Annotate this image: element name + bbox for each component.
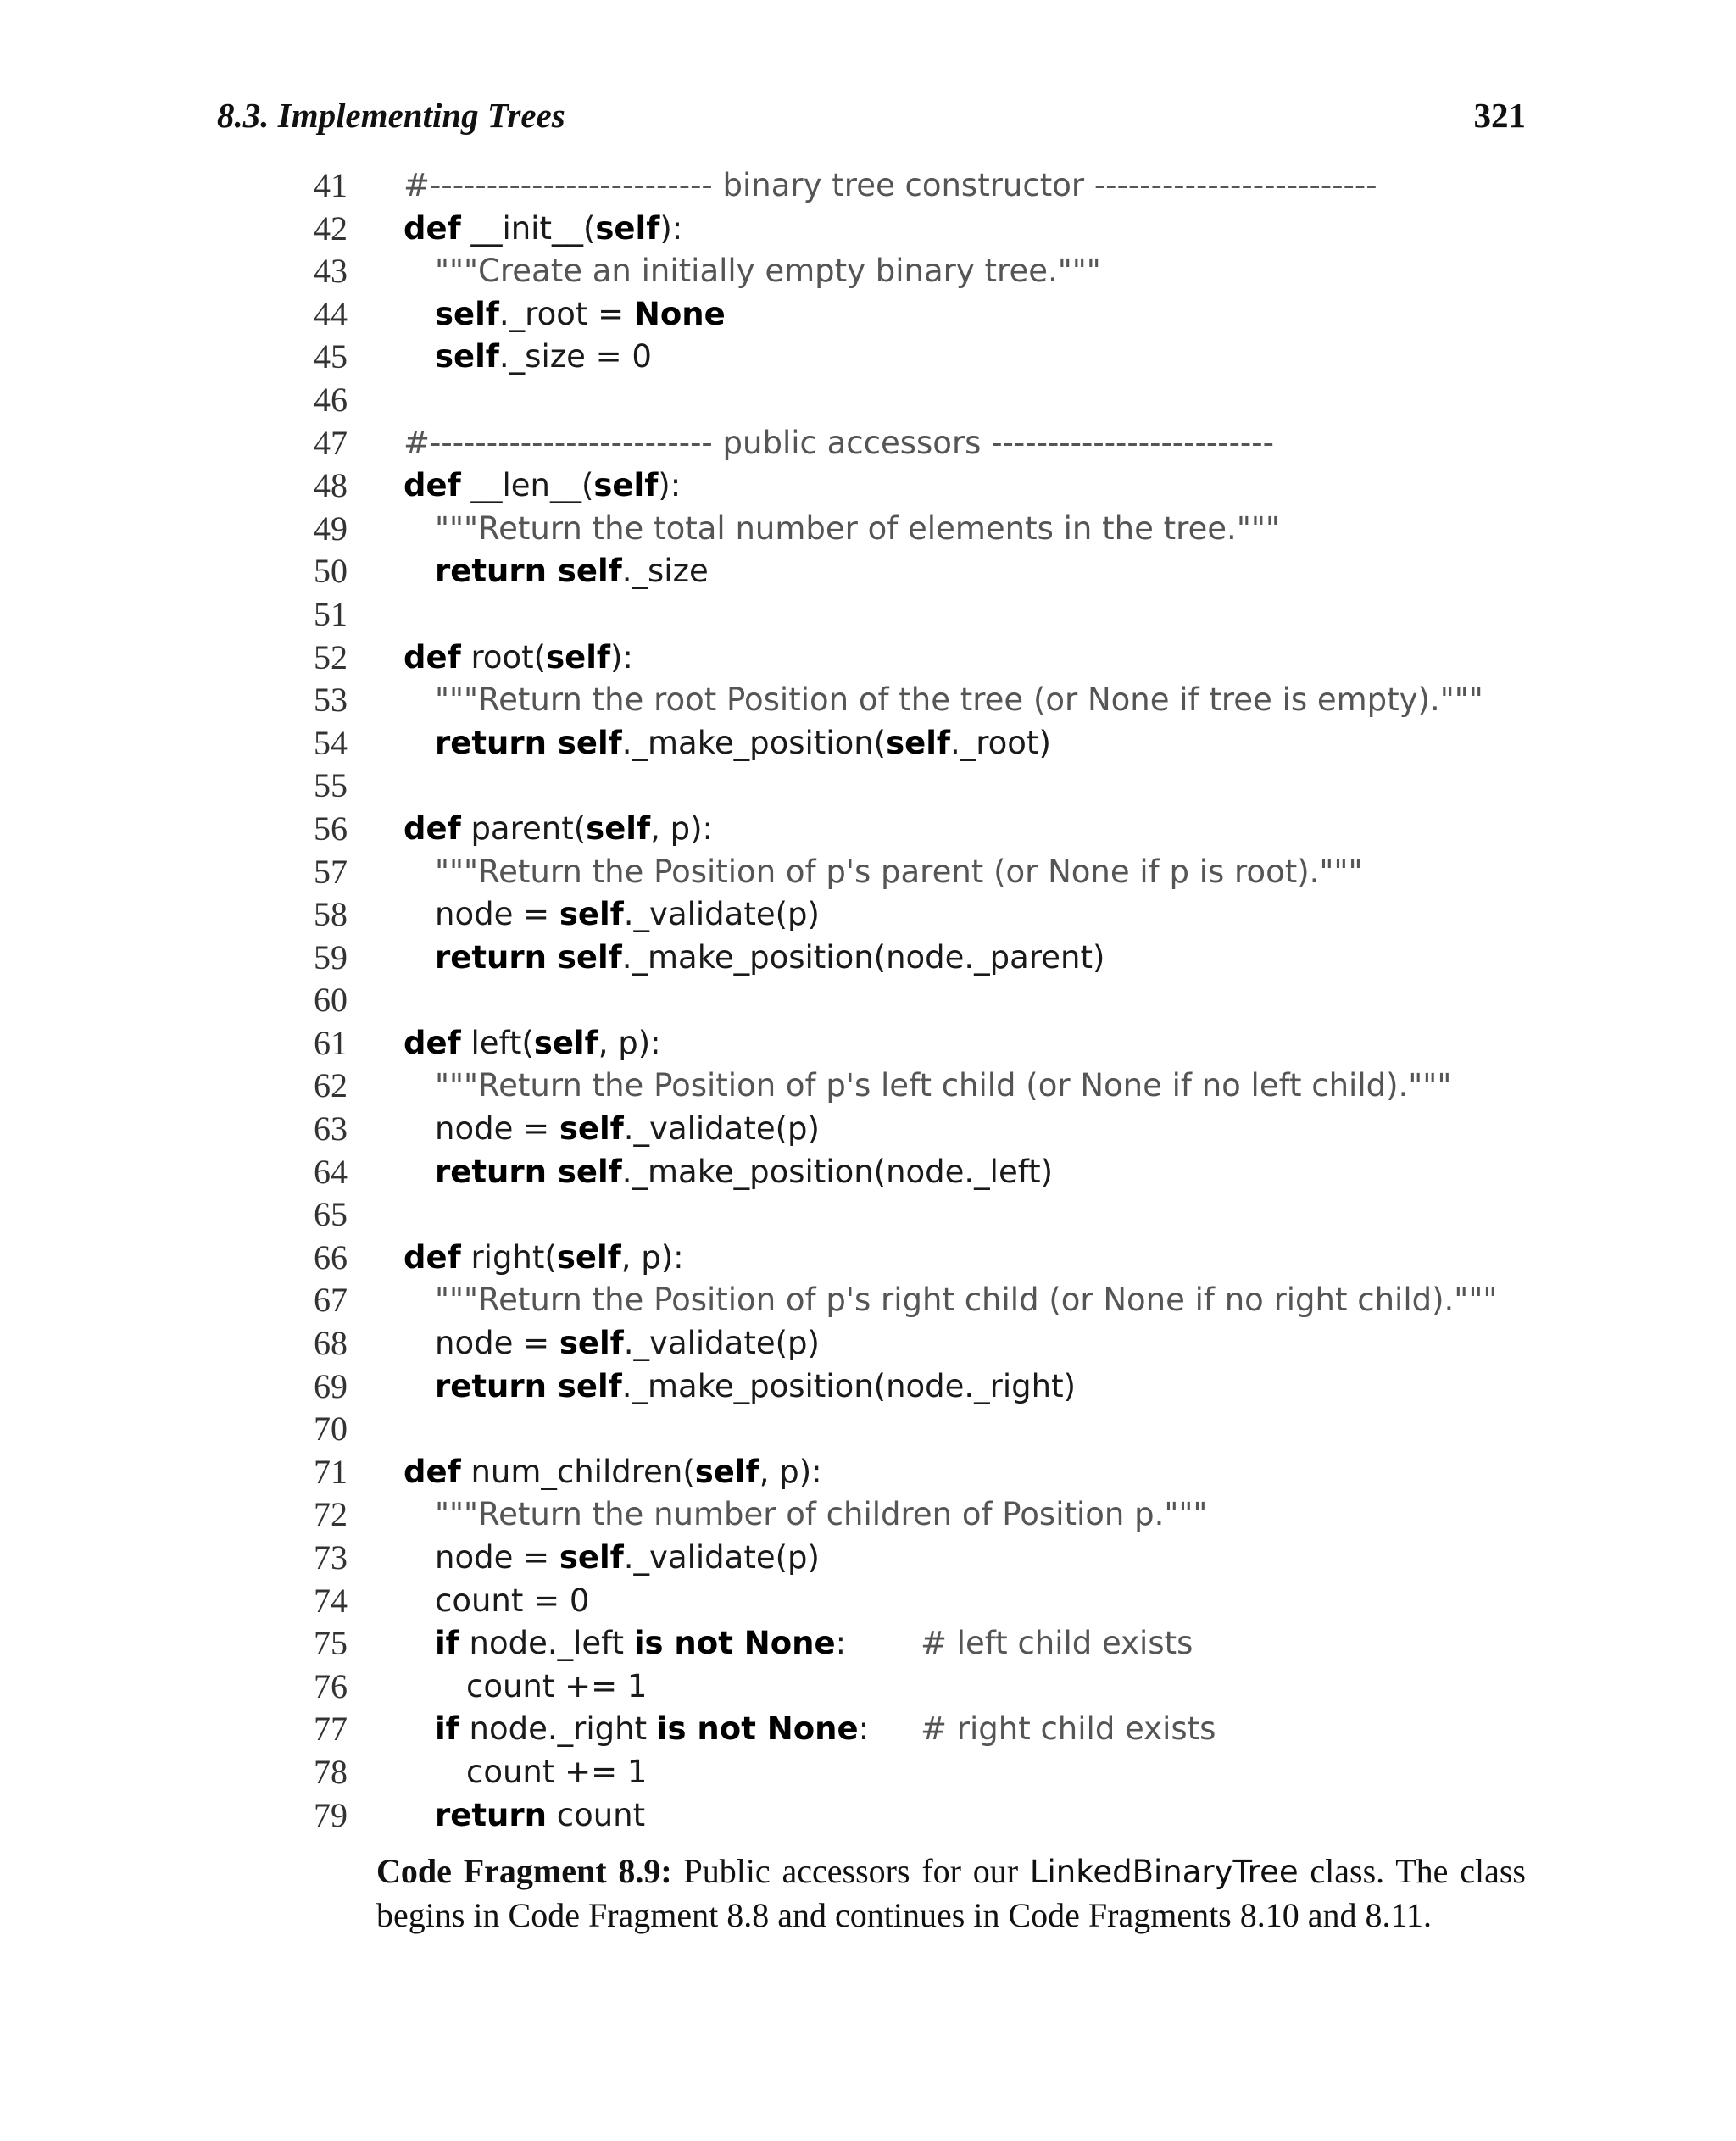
line-number: 46 — [314, 380, 348, 419]
line-number: 55 — [314, 766, 348, 805]
code-text — [435, 893, 820, 937]
code-keyword: self — [435, 295, 499, 332]
code-line — [280, 1493, 1551, 1537]
code-token: root( — [460, 638, 547, 676]
code-token: ._make_position(node._left) — [621, 1153, 1054, 1190]
code-token: ._validate(p) — [623, 1110, 820, 1148]
code-text — [435, 1322, 820, 1365]
code-token: node._left — [459, 1625, 634, 1662]
code-line — [280, 1065, 1551, 1108]
code-text — [403, 464, 681, 508]
code-keyword: def — [403, 1024, 461, 1061]
code-token: parent( — [460, 809, 587, 847]
code-text — [403, 164, 1377, 208]
code-line — [280, 1408, 1551, 1451]
code-keyword: return self — [435, 553, 622, 590]
code-token: right( — [460, 1238, 557, 1276]
code-comment: #------------------------- binary tree constructor ------------------------- — [403, 167, 1377, 203]
code-line — [280, 808, 1551, 851]
code-keyword: def — [403, 1453, 461, 1490]
code-line — [280, 1708, 1551, 1751]
caption-label: Code Fragment 8.9: — [376, 1852, 672, 1890]
figure-caption — [376, 1849, 1526, 1894]
line-number: 48 — [314, 466, 348, 505]
code-token: left( — [460, 1024, 534, 1061]
code-line — [280, 1666, 1551, 1709]
code-text — [435, 293, 726, 336]
line-number: 47 — [314, 423, 348, 462]
code-line — [280, 508, 1551, 551]
code-line — [280, 1151, 1551, 1194]
line-number: 74 — [314, 1581, 348, 1620]
line-number: 41 — [314, 166, 348, 204]
code-line — [280, 164, 1551, 208]
code-token: ._root) — [950, 724, 1051, 761]
line-number: 79 — [314, 1795, 348, 1834]
code-line — [280, 1622, 1551, 1666]
code-text — [435, 851, 1362, 894]
code-token: , p): — [598, 1024, 661, 1061]
code-line — [280, 979, 1551, 1022]
code-keyword: self — [886, 724, 950, 761]
code-token: node._right — [459, 1710, 657, 1748]
code-text — [435, 250, 1101, 293]
line-number: 45 — [314, 337, 348, 376]
code-text — [435, 722, 1051, 765]
code-token: node = — [435, 896, 559, 933]
code-text — [435, 1365, 1076, 1409]
line-number: 66 — [314, 1237, 348, 1276]
code-keyword: def — [403, 809, 461, 847]
code-line — [280, 550, 1551, 593]
code-token: ._make_position( — [621, 724, 887, 761]
code-token: ): — [659, 209, 683, 247]
code-text — [435, 1622, 846, 1666]
code-comment: #------------------------- public accessors ------------------------- — [403, 424, 1274, 461]
code-token: ): — [609, 638, 633, 676]
code-line — [280, 1451, 1551, 1494]
line-number: 49 — [314, 509, 348, 548]
code-keyword: return self — [435, 938, 622, 976]
code-token: count = 0 — [435, 1582, 590, 1619]
code-line — [280, 1751, 1551, 1794]
code-token: node = — [435, 1110, 559, 1148]
code-line — [280, 679, 1551, 722]
code-keyword: return self — [435, 1367, 622, 1404]
code-text — [435, 1279, 1497, 1322]
code-token: ._size = 0 — [498, 338, 652, 375]
code-token: num_children( — [460, 1453, 695, 1490]
code-text — [435, 1580, 589, 1623]
code-line — [280, 1794, 1551, 1838]
line-number: 53 — [314, 681, 348, 720]
code-line — [280, 336, 1551, 379]
code-token: __init__( — [460, 209, 596, 247]
code-line — [280, 893, 1551, 937]
code-comment: """Return the Position of p's left child (or None if no left child).""" — [435, 1067, 1452, 1104]
line-number: 70 — [314, 1410, 348, 1449]
code-keyword: self — [435, 338, 499, 375]
code-comment: """Return the Position of p's parent (or None if p is root).""" — [435, 853, 1363, 890]
code-text — [403, 637, 633, 680]
code-line — [280, 937, 1551, 980]
code-text — [466, 1751, 647, 1794]
code-text — [466, 1666, 647, 1709]
code-line — [280, 851, 1551, 894]
line-number: 62 — [314, 1066, 348, 1105]
caption-line-2: begins in Code Fragment 8.8 and continues in Code Fragments 8.10 and 8.11. — [376, 1896, 1433, 1934]
line-number: 72 — [314, 1495, 348, 1534]
code-keyword: if — [435, 1710, 459, 1748]
code-line — [280, 1580, 1551, 1623]
code-token: ): — [658, 467, 682, 504]
code-comment: """Return the number of children of Position p.""" — [435, 1496, 1208, 1533]
code-keyword: self — [546, 638, 610, 676]
code-line — [280, 464, 1551, 508]
code-token: , p): — [650, 809, 713, 847]
code-text — [435, 1108, 820, 1151]
line-number: 78 — [314, 1752, 348, 1791]
code-line — [280, 250, 1551, 293]
line-number: 73 — [314, 1538, 348, 1577]
code-text — [435, 1708, 869, 1751]
code-text — [403, 1237, 684, 1280]
line-number: 63 — [314, 1109, 348, 1148]
line-number: 77 — [314, 1710, 348, 1749]
code-keyword: self — [559, 1539, 624, 1576]
line-number: 54 — [314, 723, 348, 762]
caption-text: Public accessors for our — [671, 1852, 1030, 1890]
line-number: 69 — [314, 1366, 348, 1405]
code-token: , p): — [759, 1453, 822, 1490]
caption-class-name: LinkedBinaryTree — [1029, 1854, 1299, 1890]
code-token: ._validate(p) — [623, 1325, 820, 1362]
line-number: 65 — [314, 1195, 348, 1234]
code-token: node = — [435, 1325, 559, 1362]
code-line — [280, 637, 1551, 680]
code-keyword: def — [403, 638, 461, 676]
code-token: , p): — [620, 1238, 684, 1276]
line-number: 57 — [314, 852, 348, 891]
line-number: 42 — [314, 209, 348, 247]
line-number: 50 — [314, 552, 348, 591]
code-text — [435, 1493, 1207, 1537]
code-text — [403, 422, 1274, 465]
line-number: 43 — [314, 252, 348, 291]
line-number: 71 — [314, 1452, 348, 1491]
line-number: 58 — [314, 895, 348, 934]
code-inline-comment: # right child exists — [921, 1710, 1216, 1748]
code-comment: """Create an initially empty binary tree.""" — [435, 253, 1101, 290]
code-token: ._validate(p) — [623, 896, 820, 933]
code-keyword: self — [586, 809, 651, 847]
code-keyword: is not None — [656, 1710, 859, 1748]
code-keyword: self — [559, 896, 624, 933]
code-line — [280, 208, 1551, 251]
code-line — [280, 1365, 1551, 1409]
code-text — [435, 1537, 820, 1580]
code-token: : — [858, 1710, 870, 1748]
code-keyword: return self — [435, 724, 622, 761]
code-text — [435, 508, 1280, 551]
caption-text-end: class. The class — [1298, 1852, 1526, 1890]
code-line — [280, 1193, 1551, 1237]
code-keyword: return self — [435, 1153, 622, 1190]
page-number: 321 — [1473, 96, 1526, 135]
line-number: 67 — [314, 1281, 348, 1320]
line-number: 51 — [314, 594, 348, 633]
code-token: ._size — [621, 553, 709, 590]
line-number: 64 — [314, 1152, 348, 1191]
code-keyword: self — [694, 1453, 760, 1490]
code-token: __len__( — [460, 467, 594, 504]
code-keyword: self — [533, 1024, 598, 1061]
code-text — [403, 1022, 661, 1065]
code-token: ._make_position(node._parent) — [621, 938, 1105, 976]
code-text — [403, 808, 713, 851]
code-text — [403, 208, 682, 251]
line-number: 56 — [314, 809, 348, 848]
line-number: 60 — [314, 981, 348, 1020]
code-line — [280, 1108, 1551, 1151]
code-text — [435, 550, 709, 593]
code-line — [280, 1279, 1551, 1322]
code-token: node = — [435, 1539, 559, 1576]
code-token: count += 1 — [466, 1667, 648, 1704]
code-line — [280, 765, 1551, 808]
running-header — [217, 95, 1526, 146]
code-comment: """Return the root Position of the tree (or None if tree is empty).""" — [435, 681, 1483, 719]
code-text — [435, 937, 1104, 980]
code-comment: """Return the total number of elements in the tree.""" — [435, 509, 1280, 547]
code-keyword: self — [595, 209, 660, 247]
code-keyword: self — [593, 467, 659, 504]
line-number: 76 — [314, 1666, 348, 1705]
code-keyword: def — [403, 1238, 461, 1276]
code-keyword: def — [403, 209, 461, 247]
code-text — [435, 336, 652, 379]
code-line — [280, 593, 1551, 637]
code-keyword: is not None — [633, 1625, 836, 1662]
code-line — [280, 293, 1551, 336]
code-token: count — [546, 1796, 646, 1833]
code-inline-comment: # left child exists — [921, 1625, 1194, 1662]
code-token: ._root = — [498, 295, 634, 332]
code-text — [403, 1451, 822, 1494]
code-keyword: def — [403, 467, 461, 504]
code-line — [280, 1537, 1551, 1580]
code-keyword: self — [559, 1325, 624, 1362]
code-text — [435, 1065, 1451, 1108]
code-keyword: if — [435, 1625, 459, 1662]
code-text — [435, 679, 1483, 722]
code-line — [280, 1237, 1551, 1280]
code-token: count += 1 — [466, 1753, 648, 1790]
line-number: 44 — [314, 294, 348, 333]
code-comment: """Return the Position of p's right child (or None if no right child).""" — [435, 1282, 1498, 1319]
code-line — [280, 422, 1551, 465]
line-number: 59 — [314, 937, 348, 976]
code-keyword: return — [435, 1796, 547, 1833]
code-text — [435, 1151, 1053, 1194]
code-token: ._make_position(node._right) — [621, 1367, 1077, 1404]
line-number: 52 — [314, 637, 348, 676]
code-token: : — [835, 1625, 847, 1662]
line-number: 75 — [314, 1624, 348, 1663]
code-keyword: self — [559, 1110, 624, 1148]
code-line — [280, 1322, 1551, 1365]
code-line — [280, 722, 1551, 765]
line-number: 61 — [314, 1023, 348, 1062]
code-text — [435, 1794, 645, 1838]
code-keyword: self — [556, 1238, 621, 1276]
code-listing — [280, 164, 1551, 1837]
code-token: ._validate(p) — [623, 1539, 820, 1576]
code-keyword: None — [633, 295, 726, 332]
code-line — [280, 379, 1551, 422]
line-number: 68 — [314, 1324, 348, 1363]
section-title: 8.3. Implementing Trees — [217, 96, 565, 135]
code-line — [280, 1022, 1551, 1065]
